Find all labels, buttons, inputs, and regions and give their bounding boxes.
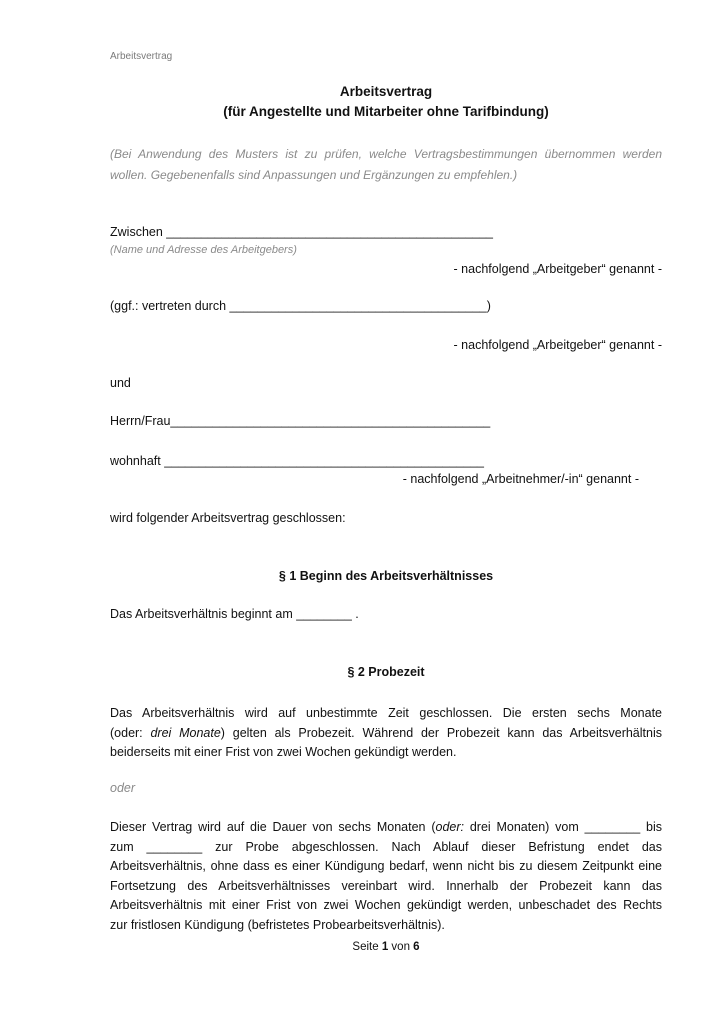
probation-paragraph xyxy=(110,704,662,763)
employee-label: - nachfolgend „Arbeitnehmer/-in“ genannt - xyxy=(402,472,639,486)
section-1-heading: § 1 Beginn des Arbeitsverhältnisses xyxy=(278,569,494,583)
current-page-number: 1 xyxy=(381,941,389,953)
probation-line-3: beiderseits mit einer Frist von zwei Wochen gekündigt werden. xyxy=(110,745,457,759)
document-subtitle: (für Angestellte und Mitarbeiter ohne Tarifbindung) xyxy=(223,104,549,119)
fixed-term-line-5: Arbeitsverhältnis mit einer Frist von zwei Wochen gekündigt werden, unbeschadet des Rechts xyxy=(110,898,662,912)
employer-hint: (Name und Adresse des Arbeitgebers) xyxy=(110,244,297,256)
fixed-term-probation-paragraph xyxy=(110,818,662,935)
employee-name-field: Herrn/Frau______________________________________________ xyxy=(110,414,491,428)
running-header: Arbeitsvertrag xyxy=(110,51,173,62)
represented-by-field: (ggf.: vertreten durch _____________________________________) xyxy=(110,299,491,313)
total-pages-number: 6 xyxy=(413,941,420,953)
document-title: Arbeitsvertrag xyxy=(339,84,433,99)
employer-label-2: - nachfolgend „Arbeitgeber“ genannt - xyxy=(453,338,662,352)
fixed-term-line-1: Dieser Vertrag wird auf die Dauer von sechs Monaten (oder: drei Monaten) vom ________ bis xyxy=(110,820,662,834)
fixed-term-line-4: Fortsetzung des Arbeitsverhältnisses vereinbart wird. Innerhalb der Probezeit kann das xyxy=(110,878,662,893)
page-footer: Seite 1 von 6 xyxy=(352,941,420,953)
fixed-term-line-3: Arbeitsverhältnis, ohne dass es einer Kündigung bedarf, wenn nicht bis zu diesem Zeitpunkt eine xyxy=(110,859,662,873)
employer-field: Zwischen _______________________________________________ xyxy=(110,225,494,239)
alternative-marker: oder xyxy=(110,781,136,795)
and-word: und xyxy=(110,376,131,390)
employer-label-1: - nachfolgend „Arbeitgeber“ genannt - xyxy=(453,262,662,276)
usage-note-line-2: wollen. Gegebenenfalls sind Anpassungen und Ergänzungen zu empfehlen.) xyxy=(110,168,518,182)
section-1-text: Das Arbeitsverhältnis beginnt am ________ . xyxy=(110,607,359,621)
usage-note xyxy=(110,144,662,186)
contract-closing: wird folgender Arbeitsvertrag geschlossen: xyxy=(110,511,346,525)
section-2-heading: § 2 Probezeit xyxy=(347,665,425,679)
probation-line-1: Das Arbeitsverhältnis wird auf unbestimmte Zeit geschlossen. Die ersten sechs Monate xyxy=(110,706,662,720)
probation-line-2: (oder: drei Monate) gelten als Probezeit. Während der Probezeit kann das Arbeitsverhältnis xyxy=(110,725,662,740)
fixed-term-line-6: zur fristlosen Kündigung (befristetes Probearbeitsverhältnis). xyxy=(110,917,445,932)
usage-note-line-1: (Bei Anwendung des Musters ist zu prüfen, welche Vertragsbestimmungen übernommen werden xyxy=(110,147,662,161)
residence-field: wohnhaft ______________________________________________ xyxy=(110,454,484,468)
fixed-term-line-2: zum ________ zur Probe abgeschlossen. Nach Ablauf dieser Befristung endet das xyxy=(110,839,662,854)
